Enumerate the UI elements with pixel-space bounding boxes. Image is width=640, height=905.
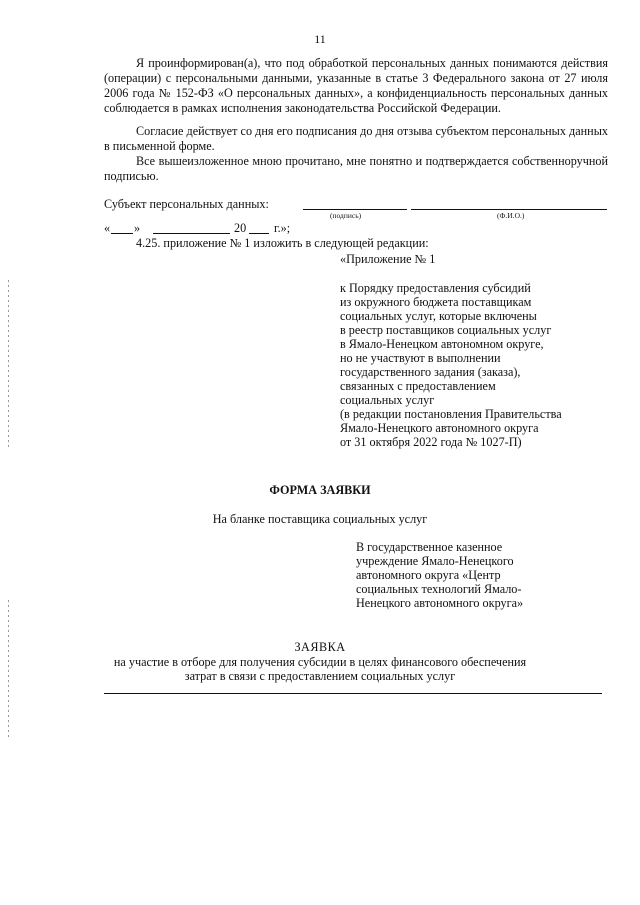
date-open-quote: « <box>104 221 111 235</box>
form-title: ФОРМА ЗАЯВКИ <box>269 483 371 497</box>
addressee-line: социальных технологий Ямало- <box>356 582 522 596</box>
name-caption: (Ф.И.О.) <box>497 211 525 220</box>
addressee-line: В государственное казенное <box>356 540 503 554</box>
scan-edge-mark <box>8 280 9 450</box>
signature-caption: (подпись) <box>330 211 362 220</box>
date-close-quote: » <box>134 221 141 235</box>
appendix-line: связанных с предоставлением <box>340 379 496 393</box>
subject-label: Субъект персональных данных: <box>104 197 269 211</box>
consent-paragraph-3: Все вышеизложенное мною прочитано, мне понятно и подтверждается собственноручной подписью. <box>104 154 608 183</box>
appendix-line: но не участвуют в выполнении <box>340 351 501 365</box>
appendix-line: в Ямало-Ненецком автономном округе, <box>340 337 544 351</box>
appendix-heading <box>340 252 620 266</box>
appendix-line: государственного задания (заказа), <box>340 365 521 379</box>
appendix-line: из окружного бюджета поставщикам <box>340 295 532 309</box>
provider-name-blank <box>104 693 602 694</box>
consent-paragraph-2: Согласие действует со дня его подписания до дня отзыва субъектом персональных данных в письменной форме. <box>104 124 608 153</box>
appendix-line: в реестр поставщиков социальных услуг <box>340 323 552 337</box>
addressee-line: Ненецкого автономного округа» <box>356 596 524 610</box>
name-blank <box>411 209 607 210</box>
addressee-block <box>356 540 636 610</box>
appendix-line: социальных услуг, которые включены <box>340 309 537 323</box>
amendment-intro: 4.25. приложение № 1 изложить в следующей редакции: <box>136 236 429 250</box>
date-year-prefix: 20 <box>234 221 247 235</box>
appendix-title: «Приложение № 1 <box>340 252 436 266</box>
appendix-reference-block <box>340 281 620 449</box>
appendix-line: Ямало-Ненецкого автономного округа <box>340 421 539 435</box>
appendix-line: (в редакции постановления Правительства <box>340 407 562 421</box>
date-suffix: г.»; <box>274 221 291 235</box>
appendix-line: социальных услуг <box>340 393 435 407</box>
addressee-line: учреждение Ямало-Ненецкого <box>356 554 514 568</box>
date-month-blank <box>153 233 230 234</box>
signature-blank <box>303 209 407 210</box>
date-year-blank <box>249 233 269 234</box>
letterhead-note: На бланке поставщика социальных услуг <box>212 512 428 526</box>
page-number: 11 <box>314 32 326 46</box>
application-title: ЗАЯВКА <box>294 640 346 654</box>
application-subtitle-line-2: затрат в связи с предоставлением социальных услуг <box>184 669 456 683</box>
consent-paragraph-1: Я проинформирован(а), что под обработкой персональных данных понимаются действия (операции) с персональными данными, указанные в статье 3 Федерального закона от 27 июля 2006 года № 152-ФЗ «О персональных данных», а конфиденциальность персональных данных соблюдается в рамках исполнения законодательства Российской Федерации. <box>104 56 608 115</box>
appendix-line: к Порядку предоставления субсидий <box>340 281 531 295</box>
application-subtitle-line-1: на участие в отборе для получения субсидии в целях финансового обеспечения <box>113 655 527 669</box>
addressee-line: автономного округа «Центр <box>356 568 501 582</box>
appendix-line: от 31 октября 2022 года № 1027-П) <box>340 435 522 449</box>
date-day-blank <box>111 233 133 234</box>
